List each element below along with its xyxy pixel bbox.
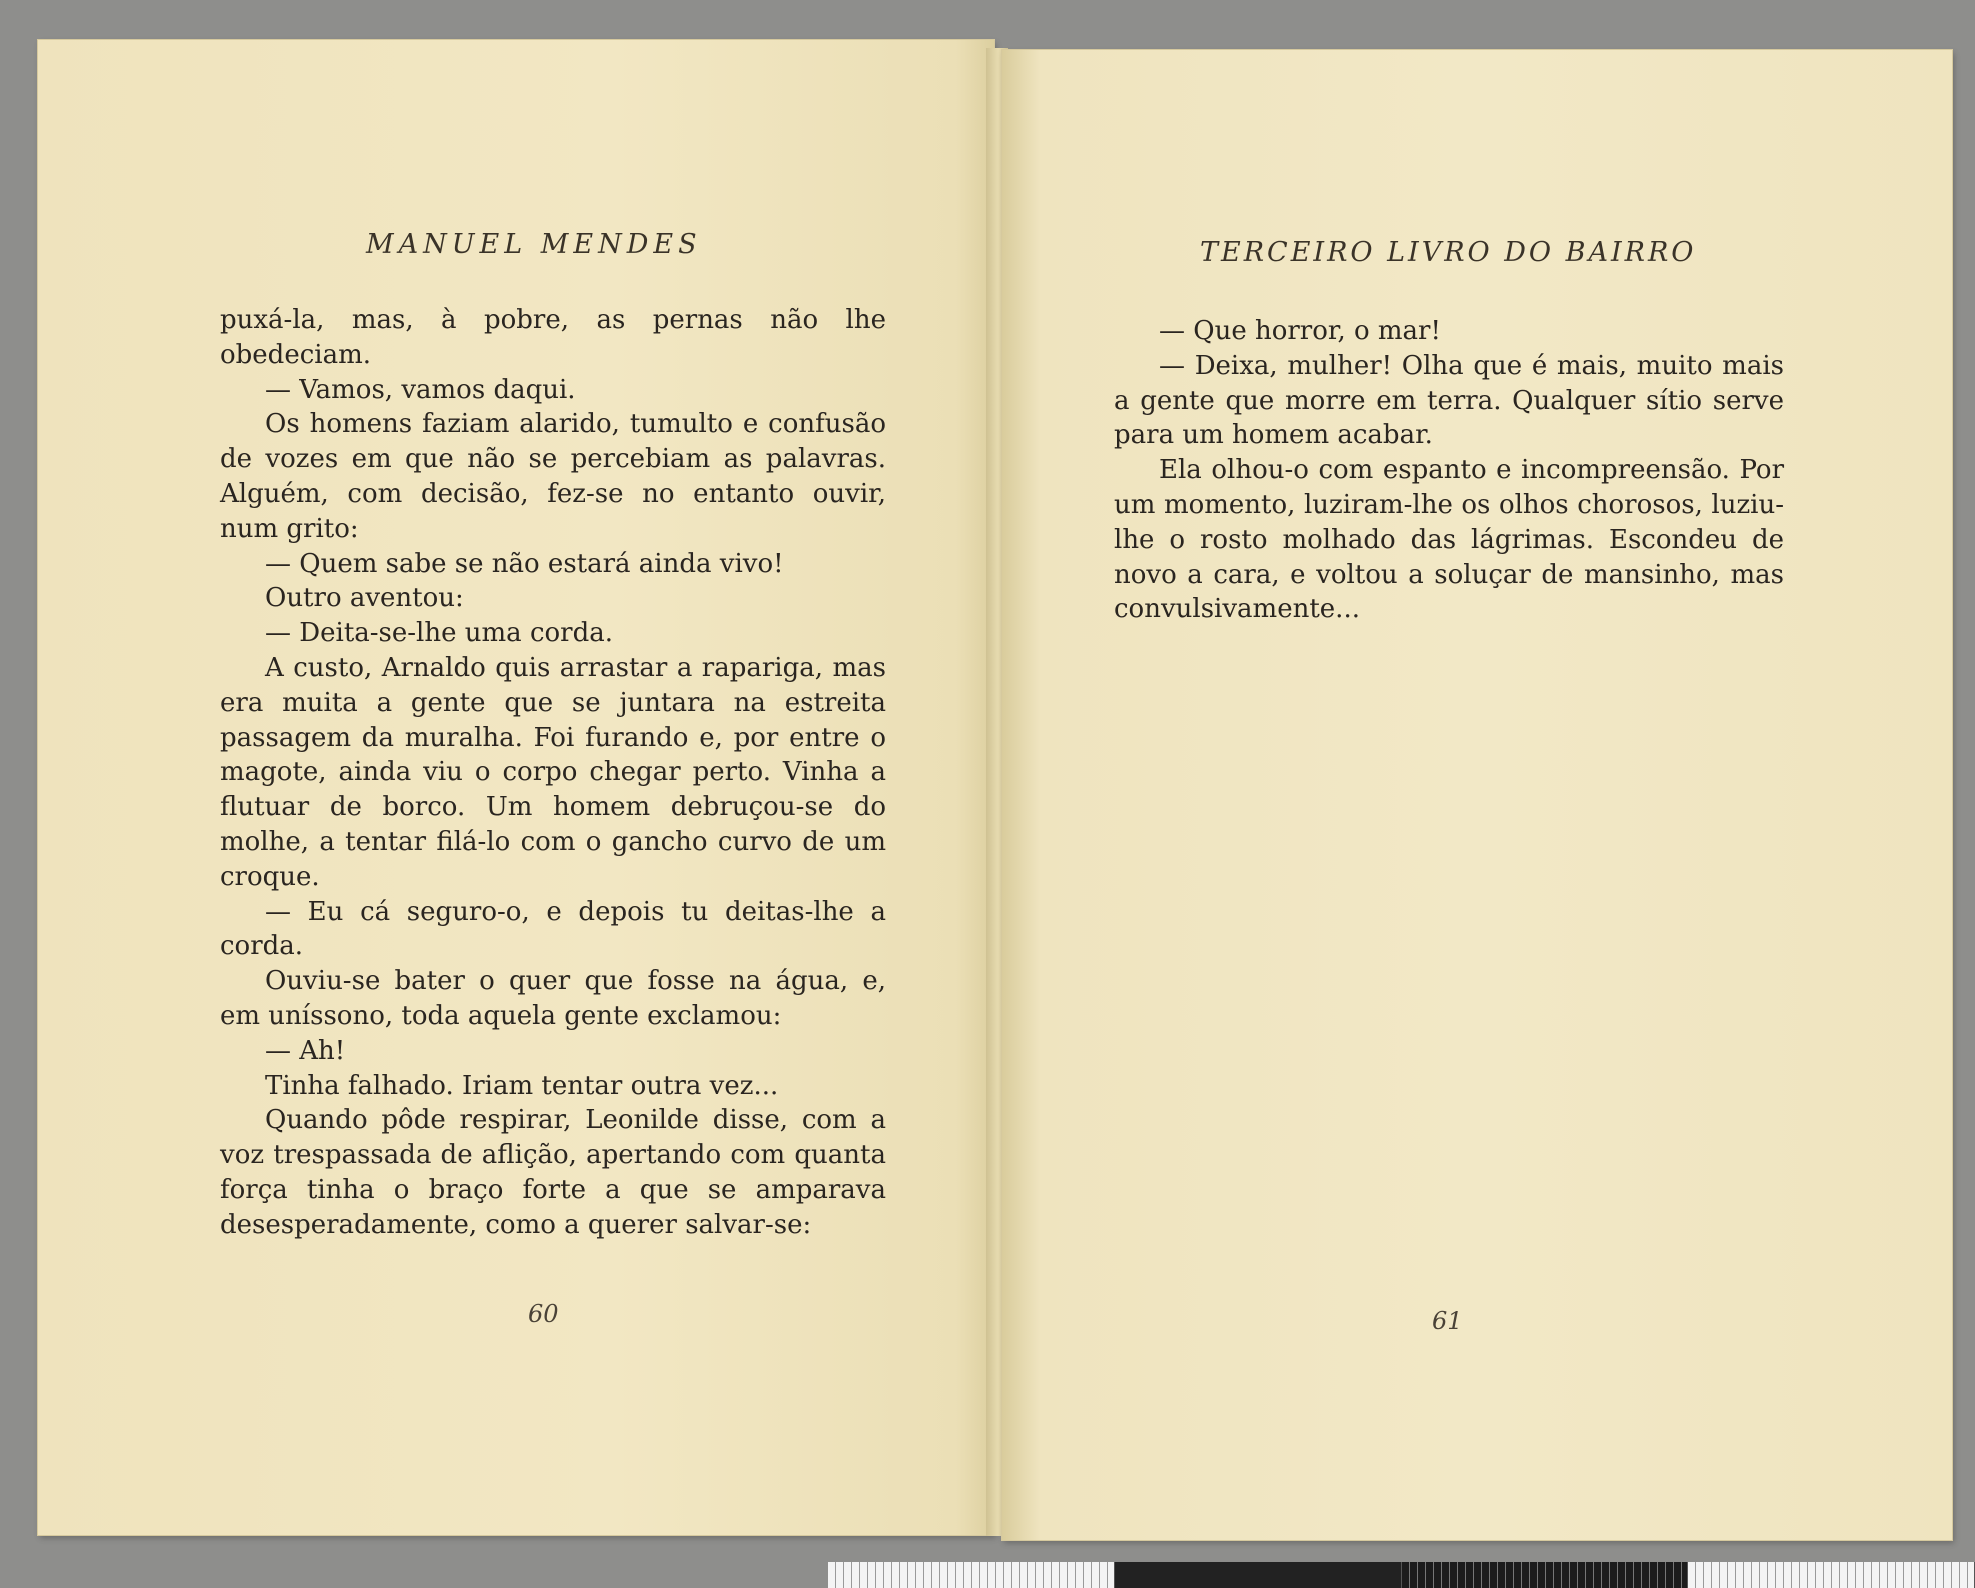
scale-ruler <box>828 1562 1975 1588</box>
paragraph: puxá-la, mas, à pobre, as pernas não lhe obedeciam. <box>220 305 886 370</box>
left-page-body <box>220 303 886 1243</box>
paragraph: — Que horror, o mar! <box>1159 316 1441 346</box>
ruler-segment <box>1402 1562 1689 1588</box>
right-page <box>1002 50 1952 1540</box>
paragraph: Tinha falhado. Iriam tentar outra vez... <box>265 1070 779 1101</box>
right-page-body <box>1114 314 1784 627</box>
paragraph: — Ah! <box>265 1035 346 1066</box>
paragraph: — Deita-se-lhe uma corda. <box>265 618 613 649</box>
paragraph: — Eu cá seguro-o, e depois tu deitas-lhe a corda. <box>220 896 886 962</box>
ruler-segment <box>828 1562 1115 1588</box>
paragraph: Quando pôde respirar, Leonilde disse, com a voz trespassada de aflição, apertando com quanta força tinha o braço forte a que se amparava desesperadamente, como a querer salvar-se: <box>220 1105 886 1240</box>
paragraph: — Quem sabe se não estará ainda vivo! <box>265 548 784 579</box>
paragraph: Os homens faziam alarido, tumulto e confusão de vozes em que não se percebiam as palavras. Alguém, com decisão, fez-se no entanto ouvir, num grito: <box>220 409 886 544</box>
right-running-head: TERCEIRO LIVRO DO BAIRRO <box>1200 237 1697 268</box>
ruler-segment <box>1115 1562 1402 1588</box>
paragraph: Ela olhou-o com espanto e incompreensão. Por um momento, luziram-lhe os olhos chorosos, luziu-lhe o rosto molhado das lágrimas. Escondeu de novo a cara, e voltou a soluçar de mansinho, mas convulsivamente... <box>1114 455 1784 625</box>
paragraph: — Deixa, mulher! Olha que é mais, muito mais a gente que morre em terra. Qualquer sítio serve para um homem acabar. <box>1114 350 1784 451</box>
right-page-number: 61 <box>1432 1307 1463 1335</box>
left-running-head: MANUEL MENDES <box>366 229 702 260</box>
paragraph: Ouviu-se bater o quer que fosse na água, e, em uníssono, toda aquela gente exclamou: <box>220 966 886 1031</box>
left-page-number: 60 <box>528 1300 559 1328</box>
ruler-segment <box>1688 1562 1975 1588</box>
paragraph: — Vamos, vamos daqui. <box>265 374 576 405</box>
paragraph: Outro aventou: <box>265 583 464 614</box>
paragraph: A custo, Arnaldo quis arrastar a rapariga, mas era muita a gente que se juntara na estreita passagem da muralha. Foi furando e, por entre o magote, ainda viu o corpo chegar perto. Vinha a flutuar de borco. Um homem debruçou-se do molhe, a tentar filá-lo com o gancho curvo de um croque. <box>220 652 886 892</box>
